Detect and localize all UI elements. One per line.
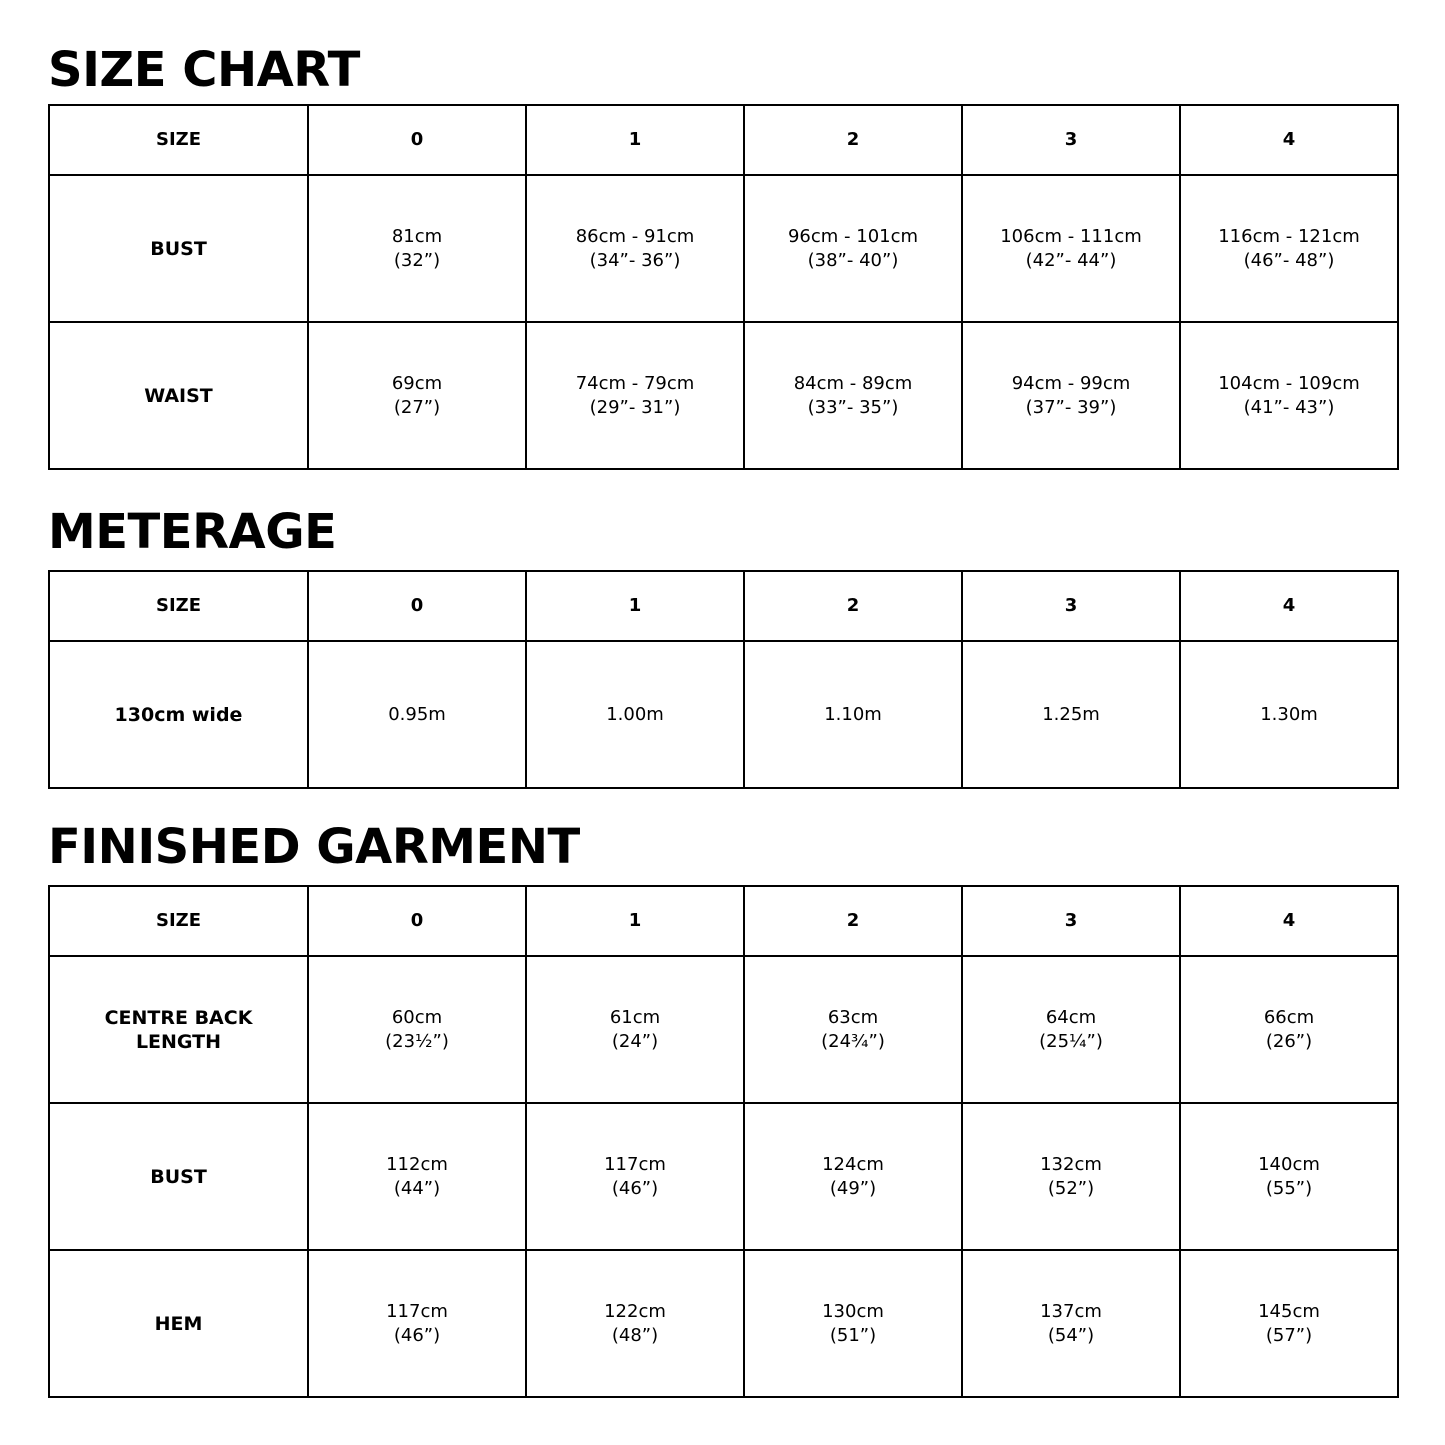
measurement-cell [962,322,1180,469]
size-column-header: 2 [744,886,962,956]
measurement-primary: 86cm - 91cm [575,225,695,247]
table-row [49,1250,1398,1397]
row-label-cell [49,1103,308,1250]
size-column-header: 4 [1180,886,1398,956]
measurement-inches: (52”) [1047,1177,1095,1199]
meterage-title: METERAGE [48,504,337,560]
measurement-inches: (23½”) [385,1030,449,1052]
measurement-cell [308,175,526,322]
size-column-header: 0 [308,105,526,175]
measurement-primary: 81cm [391,225,443,247]
measurement-cell [1180,1103,1398,1250]
size-column-header: 2 [744,105,962,175]
size-column-header: 3 [962,105,1180,175]
measurement-primary: 64cm [1045,1006,1097,1028]
measurement-cell [526,641,744,788]
header-row [49,886,1398,956]
table-row [49,322,1398,469]
measurement-primary: 122cm [604,1300,666,1322]
measurement-primary: 74cm - 79cm [575,372,695,394]
measurement-primary: 117cm [604,1153,666,1175]
size-column-header: 2 [744,571,962,641]
measurement-primary: 94cm - 99cm [1011,372,1131,394]
measurement-primary: 130cm [822,1300,884,1322]
size-chart-title: SIZE CHART [48,42,360,98]
measurement-cell [308,956,526,1103]
header-row [49,571,1398,641]
measurement-inches: (46”) [393,1324,441,1346]
measurement-primary: 63cm [827,1006,879,1028]
row-label-cell [49,322,308,469]
size-column-header: 0 [308,886,526,956]
table-row [49,641,1398,788]
measurement-inches: (49”) [829,1177,877,1199]
size-column-header: 3 [962,886,1180,956]
measurement-primary: 104cm - 109cm [1218,372,1360,394]
measurement-primary: 124cm [822,1153,884,1175]
measurement-cell [526,322,744,469]
table-row [49,175,1398,322]
size-column-header: 4 [1180,105,1398,175]
row-label: WAIST [144,384,213,407]
measurement-primary: 1.10m [824,703,882,725]
measurement-primary: 1.00m [606,703,664,725]
measurement-cell [526,1103,744,1250]
size-column-header: 0 [308,571,526,641]
table-row [49,956,1398,1103]
measurement-primary: 0.95m [388,703,446,725]
measurement-cell [526,956,744,1103]
measurement-cell [744,1103,962,1250]
measurement-inches: (41”- 43”) [1243,396,1335,418]
measurement-inches: (42”- 44”) [1025,249,1117,271]
measurement-primary: 96cm - 101cm [787,225,919,247]
measurement-cell [308,322,526,469]
measurement-inches: (24”) [611,1030,659,1052]
size-column-header: 3 [962,571,1180,641]
size-column-header: 1 [526,105,744,175]
size-column-header: 1 [526,886,744,956]
measurement-primary: 145cm [1258,1300,1320,1322]
measurement-cell [744,956,962,1103]
header-row [49,105,1398,175]
row-label: BUST [150,237,207,260]
size-chart-table [48,104,1399,470]
measurement-inches: (46”) [611,1177,659,1199]
measurement-cell [1180,956,1398,1103]
measurement-cell [962,956,1180,1103]
row-label: 130cm wide [114,703,243,726]
measurement-inches: (33”- 35”) [807,396,899,418]
measurement-primary: 132cm [1040,1153,1102,1175]
row-label: LENGTH [135,1030,222,1053]
measurement-primary: 137cm [1040,1300,1102,1322]
measurement-inches: (32”) [393,249,441,271]
measurement-inches: (48”) [611,1324,659,1346]
measurement-cell [962,641,1180,788]
measurement-inches: (27”) [393,396,441,418]
measurement-primary: 66cm [1263,1006,1315,1028]
measurement-inches: (54”) [1047,1324,1095,1346]
measurement-cell [308,1103,526,1250]
size-header-cell: SIZE [49,105,308,175]
measurement-primary: 1.30m [1260,703,1318,725]
measurement-inches: (37”- 39”) [1025,396,1117,418]
table-row [49,1103,1398,1250]
measurement-primary: 60cm [391,1006,443,1028]
measurement-primary: 1.25m [1042,703,1100,725]
measurement-cell [1180,322,1398,469]
size-header-cell: SIZE [49,886,308,956]
measurement-inches: (24¾”) [821,1030,885,1052]
measurement-primary: 112cm [386,1153,448,1175]
measurement-primary: 84cm - 89cm [793,372,913,394]
finished-garment-title: FINISHED GARMENT [48,819,580,875]
measurement-inches: (57”) [1265,1324,1313,1346]
measurement-cell [1180,641,1398,788]
measurement-inches: (44”) [393,1177,441,1199]
measurement-primary: 116cm - 121cm [1218,225,1360,247]
row-label-cell [49,641,308,788]
meterage-table [48,570,1399,789]
measurement-cell [744,1250,962,1397]
row-label: HEM [154,1312,203,1335]
measurement-cell [308,1250,526,1397]
size-header-cell: SIZE [49,571,308,641]
measurement-cell [744,641,962,788]
size-column-header: 1 [526,571,744,641]
measurement-cell [962,1250,1180,1397]
measurement-cell [526,1250,744,1397]
measurement-cell [744,322,962,469]
measurement-primary: 61cm [609,1006,661,1028]
measurement-inches: (25¼”) [1039,1030,1103,1052]
measurement-cell [962,175,1180,322]
measurement-cell [1180,175,1398,322]
measurement-cell [962,1103,1180,1250]
measurement-inches: (38”- 40”) [807,249,899,271]
row-label-cell [49,175,308,322]
measurement-inches: (26”) [1265,1030,1313,1052]
measurement-primary: 117cm [386,1300,448,1322]
measurement-inches: (46”- 48”) [1243,249,1335,271]
finished-garment-table [48,885,1399,1398]
measurement-cell [308,641,526,788]
measurement-cell [526,175,744,322]
measurement-cell [1180,1250,1398,1397]
measurement-inches: (51”) [829,1324,877,1346]
row-label: BUST [150,1165,207,1188]
row-label-cell [49,1250,308,1397]
measurement-primary: 140cm [1258,1153,1320,1175]
row-label: CENTRE BACK [104,1006,253,1029]
row-label-cell [49,956,308,1103]
measurement-primary: 69cm [391,372,443,394]
measurement-inches: (29”- 31”) [589,396,681,418]
measurement-cell [744,175,962,322]
measurement-inches: (34”- 36”) [589,249,681,271]
measurement-primary: 106cm - 111cm [1000,225,1142,247]
measurement-inches: (55”) [1265,1177,1313,1199]
size-column-header: 4 [1180,571,1398,641]
